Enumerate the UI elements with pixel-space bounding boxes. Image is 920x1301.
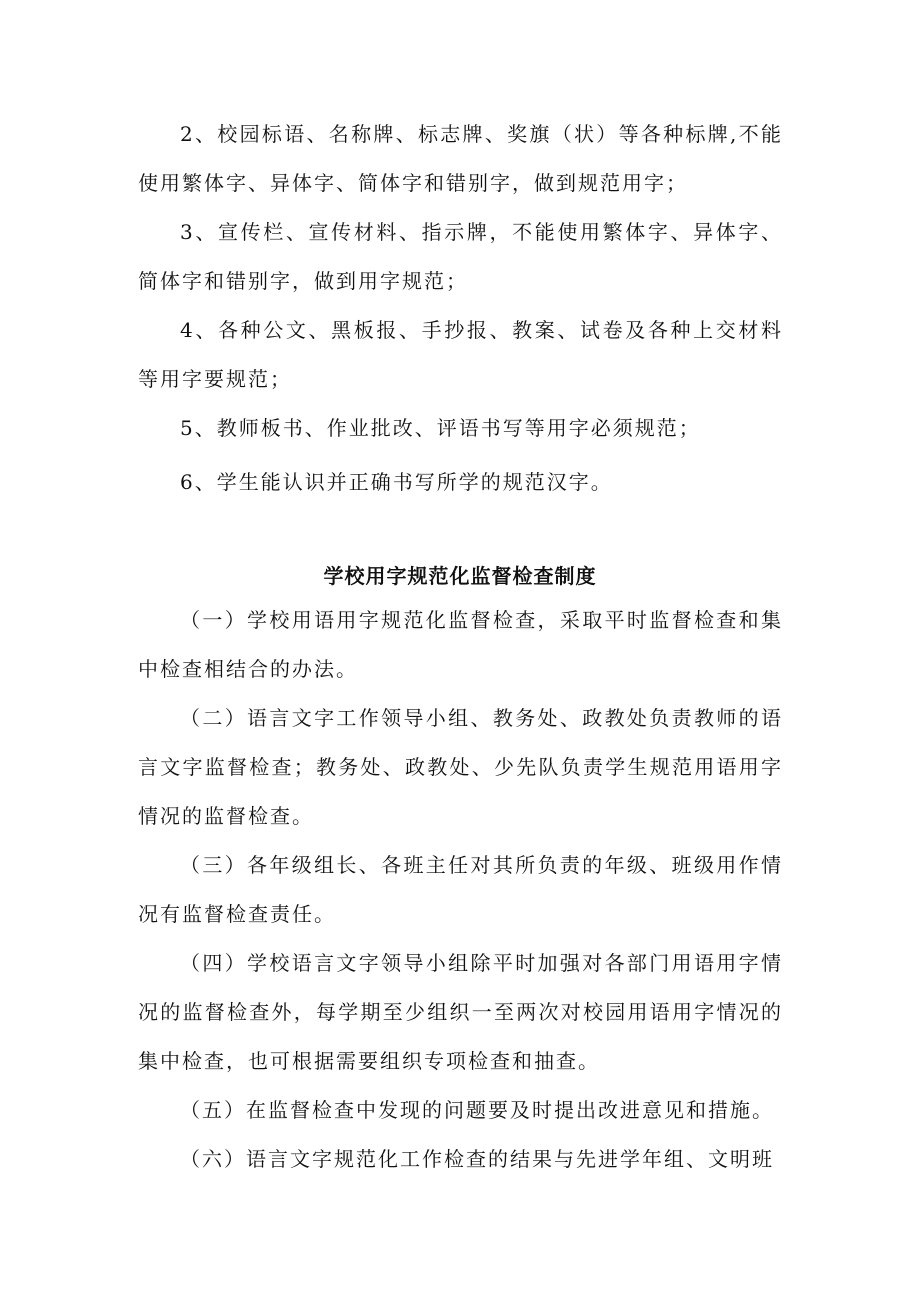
section-item-6: （六）语言文字规范化工作检查的结果与先进学年组、文明班 [180, 1147, 774, 1171]
list-item-3: 3、宣传栏、宣传材料、指示牌，不能使用繁体字、异体字、简体字和错别字，做到用字规范； [138, 220, 783, 293]
list-item-4: 4、各种公文、黑板报、手抄报、教案、试卷及各种上交材料等用字要规范； [138, 318, 783, 391]
section-item-5: （五）在监督检查中发现的问题要及时提出改进意见和措施。 [180, 1098, 774, 1122]
section-title: 学校用字规范化监督检查制度 [323, 564, 597, 588]
list-item-2: 2、校园标语、名称牌、标志牌、奖旗（状）等各种标牌,不能使用繁体字、异体字、简体字和错别字，做到规范用字； [138, 122, 783, 195]
section-item-1: （一）学校用语用字规范化监督检查，采取平时监督检查和集中检查相结合的办法。 [138, 608, 783, 681]
section-item-2: （二）语言文字工作领导小组、教务处、政教处负责教师的语言文字监督检查；教务处、政教处、少先队负责学生规范用语用字情况的监督检查。 [138, 706, 783, 828]
section-item-4: （四）学校语言文字领导小组除平时加强对各部门用语用字情况的监督检查外，每学期至少组织一至两次对校园用语用字情况的集中检查，也可根据需要组织专项检查和抽查。 [138, 951, 783, 1073]
list-item-6: 6、学生能认识并正确书写所学的规范汉字。 [180, 470, 613, 494]
list-item-5: 5、教师板书、作业批改、评语书写等用字必须规范； [180, 416, 701, 440]
section-item-3: （三）各年级组长、各班主任对其所负责的年级、班级用作情况有监督检查责任。 [138, 853, 783, 926]
